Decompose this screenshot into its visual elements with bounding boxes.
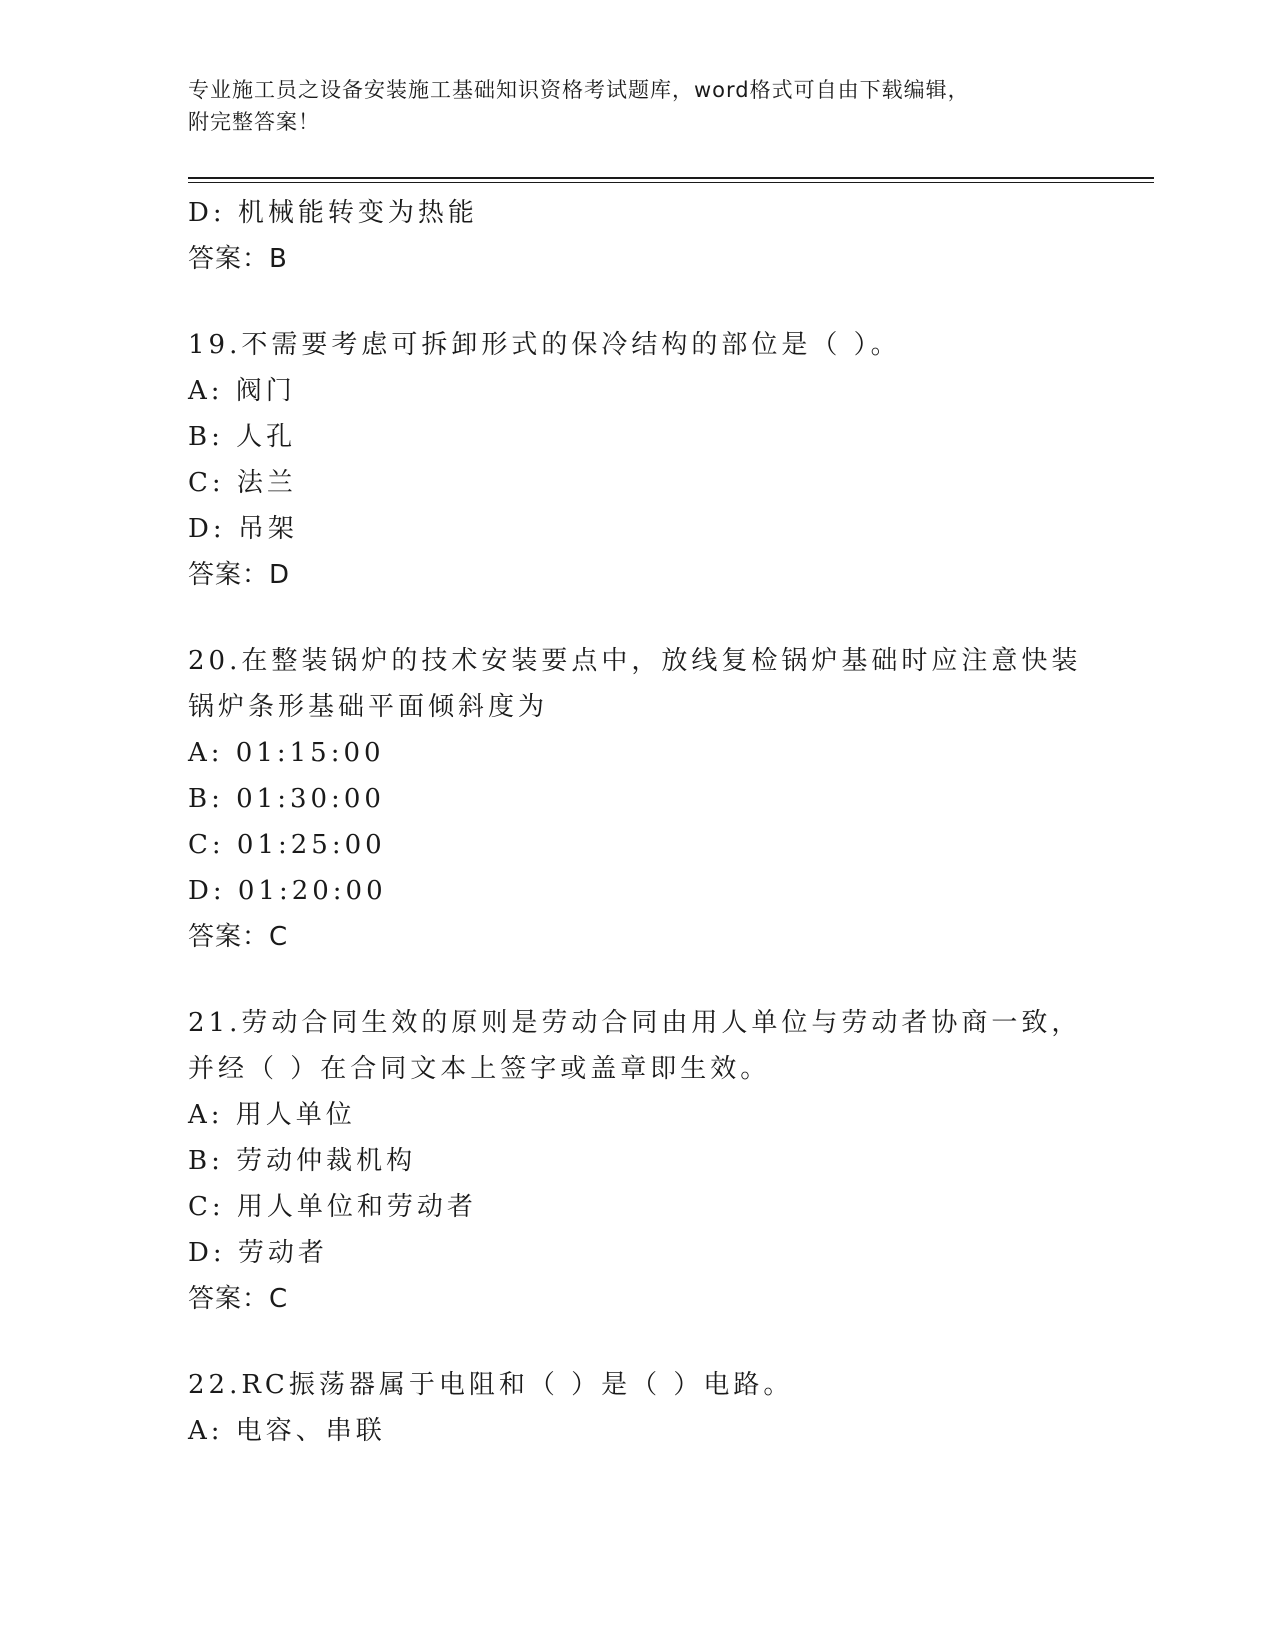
header-line-2: 附完整答案！ bbox=[188, 110, 320, 134]
header-rule-thick bbox=[188, 177, 1154, 179]
answer-line: 答案：B bbox=[188, 244, 288, 274]
answer-line: 答案：C bbox=[188, 1284, 289, 1314]
previous-question-tail bbox=[188, 190, 1088, 282]
header-rule-thin bbox=[188, 182, 1154, 183]
option-c: C: 01:25:00 bbox=[188, 830, 386, 860]
option-d: D: 劳动者 bbox=[188, 1238, 328, 1268]
question-stem: 21.劳动合同生效的原则是劳动合同由用人单位与劳动者协商一致，并经（ ）在合同文本上签字或盖章即生效。 bbox=[188, 1008, 1082, 1084]
question-list bbox=[188, 190, 1088, 1454]
answer-line: 答案：D bbox=[188, 560, 291, 590]
option-a: A: 阀门 bbox=[188, 376, 296, 406]
option-b: B: 人孔 bbox=[188, 422, 297, 452]
question-21 bbox=[188, 1000, 1088, 1322]
question-22 bbox=[188, 1362, 1088, 1454]
question-stem: 22.RC振荡器属于电阻和（ ）是（ ）电路。 bbox=[188, 1370, 794, 1400]
document-header bbox=[188, 74, 1088, 138]
question-20 bbox=[188, 638, 1088, 960]
option-a: A: 用人单位 bbox=[188, 1100, 356, 1130]
option-d: D: 01:20:00 bbox=[188, 876, 387, 906]
option-c: C: 用人单位和劳动者 bbox=[188, 1192, 477, 1222]
option-b: B: 01:30:00 bbox=[188, 784, 385, 814]
option-a: A: 电容、串联 bbox=[188, 1416, 386, 1446]
question-stem: 19.不需要考虑可拆卸形式的保冷结构的部位是（ ）。 bbox=[188, 330, 901, 360]
option-d: D: 吊架 bbox=[188, 514, 298, 544]
answer-line: 答案：C bbox=[188, 922, 289, 952]
question-19 bbox=[188, 322, 1088, 598]
option-a: A: 01:15:00 bbox=[188, 738, 385, 768]
question-stem: 20.在整装锅炉的技术安装要点中，放线复检锅炉基础时应注意快装锅炉条形基础平面倾斜度为 bbox=[188, 646, 1082, 722]
option-c: C: 法兰 bbox=[188, 468, 297, 498]
option-b: B: 劳动仲裁机构 bbox=[188, 1146, 417, 1176]
option-d: D: 机械能转变为热能 bbox=[188, 198, 478, 228]
header-line-1: 专业施工员之设备安装施工基础知识资格考试题库，word格式可自由下载编辑， bbox=[188, 78, 970, 102]
